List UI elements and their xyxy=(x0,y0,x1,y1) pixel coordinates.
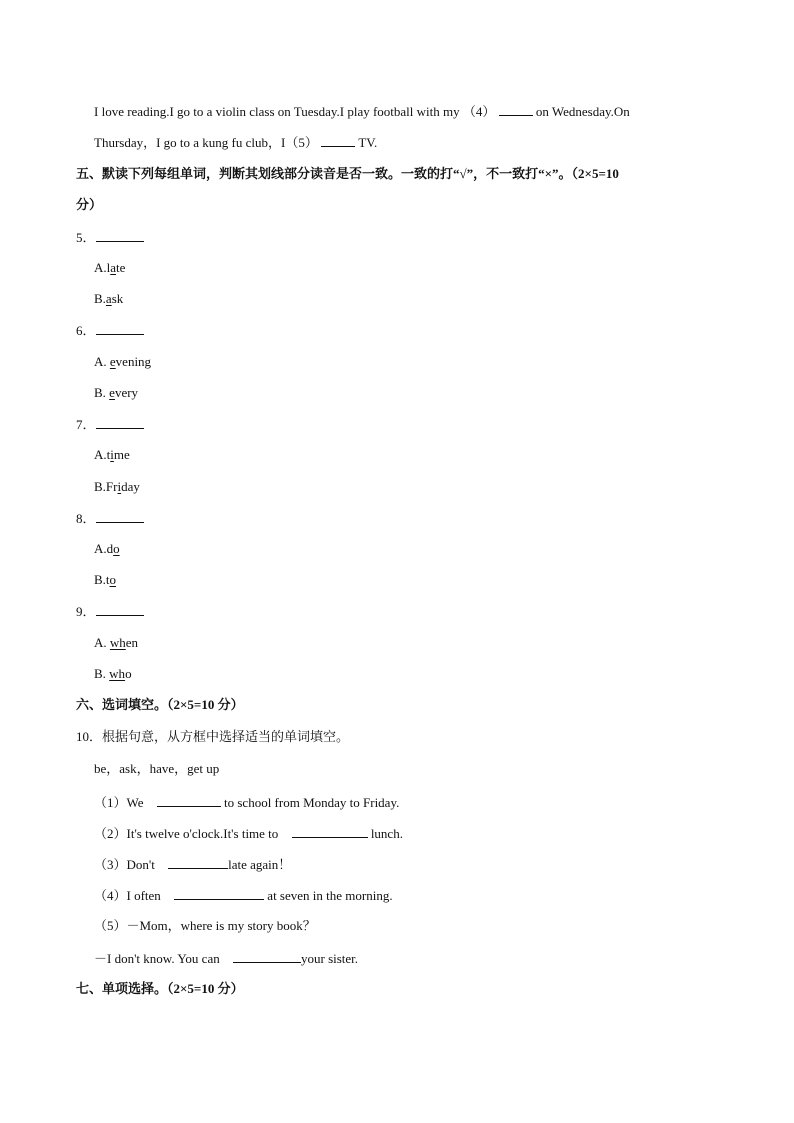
answer-blank[interactable] xyxy=(96,603,144,616)
fill-item-5-reply xyxy=(94,950,358,967)
question-number: 8． xyxy=(76,511,96,526)
option-b xyxy=(94,385,138,401)
section5-heading-cont: 分） xyxy=(76,197,103,212)
option-suffix: me xyxy=(113,447,130,462)
item-text-after: to school from Monday to Friday. xyxy=(224,795,400,810)
option-prefix: A.t xyxy=(94,447,111,462)
option-b xyxy=(94,666,132,682)
underlined-letters: a xyxy=(105,291,112,306)
fill-blank[interactable] xyxy=(168,856,228,869)
item-text-after: late again！ xyxy=(228,857,292,872)
answer-blank[interactable] xyxy=(96,229,144,242)
section7-heading: 七、单项选择。（2×5=10 分） xyxy=(76,981,244,996)
fill-blank[interactable] xyxy=(233,950,301,963)
underlined-letters: i xyxy=(117,479,122,494)
underlined-letters: a xyxy=(110,260,117,275)
question-number: 6． xyxy=(76,323,96,338)
fill-item-4 xyxy=(94,887,393,904)
blank-5[interactable] xyxy=(321,134,355,147)
answer-blank[interactable] xyxy=(96,416,144,429)
fill-blank[interactable] xyxy=(292,825,368,838)
word-box: be，ask，have，get up xyxy=(94,761,220,776)
underlined-letters: o xyxy=(113,541,120,556)
fill-blank[interactable] xyxy=(174,887,264,900)
option-suffix: very xyxy=(114,385,139,400)
option-prefix: A. xyxy=(94,635,110,650)
question-number: 7． xyxy=(76,417,96,432)
question-5 xyxy=(76,229,144,246)
underlined-letters: i xyxy=(110,447,114,462)
underlined-letters: o xyxy=(109,572,117,587)
underlined-letters: e xyxy=(109,385,115,400)
option-prefix: B.t xyxy=(94,572,110,587)
underlined-letters: wh xyxy=(109,666,126,681)
passage-line-1-after: on Wednesday.On xyxy=(535,104,630,119)
fill-item-3 xyxy=(94,856,291,873)
option-b xyxy=(94,291,123,307)
option-prefix: A.d xyxy=(94,541,114,556)
option-prefix: B.Fr xyxy=(94,479,118,494)
option-suffix: te xyxy=(116,260,126,275)
option-prefix: A.l xyxy=(94,260,111,275)
question-10: 10．根据句意，从方框中选择适当的单词填空。 xyxy=(76,729,350,744)
option-prefix: A. xyxy=(94,354,110,369)
answer-blank[interactable] xyxy=(96,322,144,335)
passage-line-1 xyxy=(94,103,630,120)
option-a xyxy=(94,354,151,370)
item-text-after: lunch. xyxy=(370,826,403,841)
underlined-letters: e xyxy=(109,354,116,369)
option-suffix: en xyxy=(125,635,139,650)
section6-heading: 六、选词填空。（2×5=10 分） xyxy=(76,697,244,712)
option-prefix: B. xyxy=(94,291,106,306)
item-text-after: at seven in the morning. xyxy=(267,888,393,903)
option-suffix: sk xyxy=(111,291,124,306)
item-text: （4）I often xyxy=(94,888,165,903)
option-a xyxy=(94,541,120,557)
question-6 xyxy=(76,322,144,339)
fill-blank[interactable] xyxy=(157,794,221,807)
option-suffix: vening xyxy=(115,354,152,369)
fill-item-2 xyxy=(94,825,403,842)
question-7 xyxy=(76,416,144,433)
option-a xyxy=(94,260,125,276)
item-text: （2）It's twelve o'clock.It's time to xyxy=(94,826,282,841)
option-b xyxy=(94,572,116,588)
passage-line-2 xyxy=(94,134,377,151)
question-number: 5． xyxy=(76,230,96,245)
option-a xyxy=(94,635,138,651)
item-text: （3）Don't xyxy=(94,857,159,872)
option-prefix: B. xyxy=(94,666,110,681)
question-number: 9． xyxy=(76,604,96,619)
item-text: （1）We xyxy=(94,795,147,810)
passage-line-2-text: Thursday，I go to a kung fu club，I（5） xyxy=(94,135,318,150)
section5-heading: 五、默读下列每组单词，判断其划线部分读音是否一致。一致的打“√”，不一致打“×”。（2×5=10 xyxy=(76,166,619,181)
underlined-letters: wh xyxy=(109,635,126,650)
item-text: －I don't know. You can xyxy=(94,951,223,966)
option-suffix: o xyxy=(125,666,132,681)
blank-4[interactable] xyxy=(499,103,533,116)
option-a xyxy=(94,447,130,463)
fill-item-5 xyxy=(94,918,316,934)
fill-item-1 xyxy=(94,794,399,811)
question-8 xyxy=(76,510,144,527)
option-suffix: day xyxy=(121,479,140,494)
question-9 xyxy=(76,603,144,620)
option-b xyxy=(94,479,140,495)
passage-line-1-text: I love reading.I go to a violin class on Tuesday.I play football with my （4） xyxy=(94,104,496,119)
item-text-after: your sister. xyxy=(300,951,359,966)
option-prefix: B. xyxy=(94,385,110,400)
passage-line-2-after: TV. xyxy=(358,135,378,150)
answer-blank[interactable] xyxy=(96,510,144,523)
item-text: （5）－Mom，where is my story book？ xyxy=(94,918,316,933)
